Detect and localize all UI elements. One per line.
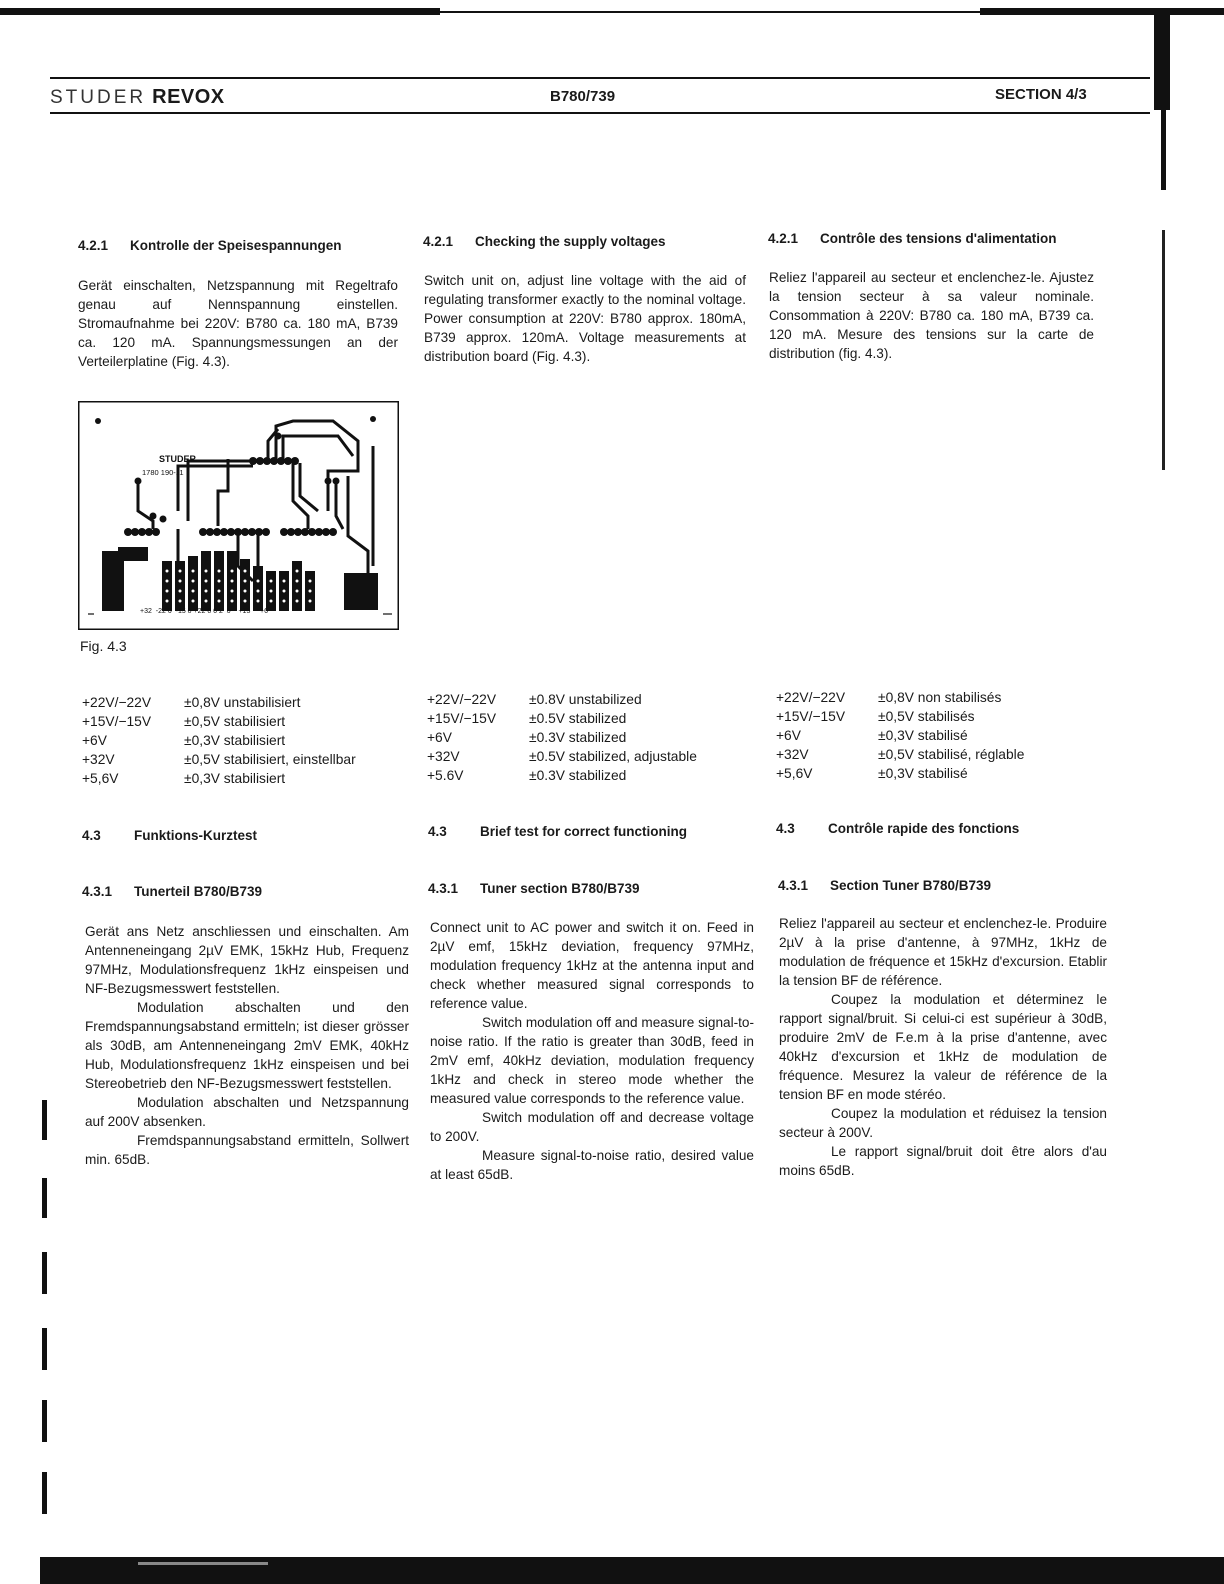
heading-number: 4.2.1 — [78, 238, 109, 253]
mounting-hole — [95, 418, 101, 424]
brand-logo — [50, 86, 225, 109]
heading-title: Funktions-Kurztest — [134, 828, 257, 843]
heading-de-4-3-1 — [82, 883, 262, 901]
heading-number: 4.3.1 — [428, 881, 459, 896]
spec-row — [427, 747, 747, 766]
paragraph: Measure signal-to-noise ratio, desired value at least 65dB. — [430, 1148, 754, 1182]
spec-row — [427, 690, 747, 709]
heading-title: Tunerteil B780/B739 — [134, 884, 263, 899]
section-label: SECTION 4/3 — [995, 86, 1087, 103]
body-de-tuner — [85, 922, 409, 1169]
spec-row — [427, 709, 747, 728]
body-en-tuner — [430, 918, 754, 1184]
brand-revox: REVOX — [152, 86, 225, 108]
spec-tolerance: ±0,5V stabilisiert, einstellbar — [184, 752, 356, 767]
spec-row — [776, 688, 1096, 707]
spec-tolerance: ±0.3V stabilized — [529, 768, 627, 783]
spec-row — [82, 731, 402, 750]
pcb-pad-holes — [166, 570, 312, 603]
figure-caption: Fig. 4.3 — [80, 638, 127, 654]
heading-number: 4.2.1 — [768, 231, 799, 246]
heading-en-4-3-1 — [428, 880, 640, 898]
scan-bottom-border-gap — [138, 1562, 268, 1565]
spec-tolerance: ±0,3V stabilisiert — [184, 771, 286, 786]
paragraph: Switch modulation off and decrease voltage to 200V. — [430, 1110, 754, 1144]
board-brand: STUDER — [159, 454, 197, 464]
spec-voltage: +6V — [82, 733, 107, 748]
spec-list-fr — [776, 688, 1096, 783]
heading-title: Tuner section B780/B739 — [480, 881, 640, 896]
spec-voltage: +32V — [776, 747, 809, 762]
spec-voltage: +22V/−22V — [427, 692, 497, 707]
spec-voltage: +32V — [82, 752, 115, 767]
heading-en-4-2-1 — [423, 233, 666, 251]
heading-number: 4.3.1 — [82, 884, 113, 899]
board-number: 1780 190-11 — [142, 468, 184, 477]
paragraph-de-supply: Gerät einschalten, Netzspannung mit Regeltrafo genau auf Nennspannung einstellen. Stromaufnahme bei 220V: B780 ca. 180 mA, B739 ca. 120 mA. Spannungsmessungen an der Verteilerplatine (Fig. 4.3). — [78, 278, 398, 369]
heading-fr-4-3-1 — [778, 877, 991, 895]
scan-right-edge — [1154, 14, 1170, 110]
binding-mark — [42, 1100, 47, 1140]
mounting-hole — [370, 416, 376, 422]
binding-mark — [42, 1400, 47, 1442]
header-rule-top — [50, 77, 1150, 79]
paragraph: Coupez la modulation et déterminez le rapport signal/bruit. Si celui-ci est supérieur à 30dB, produire 2mV de F.e.m à la prise d'antenne, avec 40kHz d'excursion et 1kHz de modulation de fréquence. Mesurez la valeur de référence de la tension BF en mode stéréo. — [779, 992, 1107, 1102]
heading-de-4-2-1 — [78, 237, 342, 255]
spec-tolerance: ±0,3V stabilisiert — [184, 733, 286, 748]
heading-title: Brief test for correct functioning — [480, 824, 688, 839]
heading-title: Contrôle rapide des fonctions — [828, 821, 1020, 836]
spec-tolerance: ±0,5V stabilisé, réglable — [878, 747, 1025, 762]
scan-top-border-thin — [440, 11, 980, 13]
header-rule-bottom — [50, 112, 1150, 114]
spec-voltage: +5,6V — [82, 771, 119, 786]
heading-number: 4.3 — [428, 824, 447, 839]
heading-de-4-3 — [82, 827, 257, 845]
spec-voltage: +6V — [776, 728, 801, 743]
spec-row — [82, 712, 402, 731]
paragraph: Fremdspannungsabstand ermitteln, Sollwert min. 65dB. — [85, 1133, 409, 1167]
spec-tolerance: ±0,8V non stabilisés — [878, 690, 1002, 705]
heading-fr-4-3 — [776, 820, 1019, 838]
spec-row — [82, 750, 402, 769]
spec-tolerance: ±0,5V stabilisiert — [184, 714, 286, 729]
heading-title: Checking the supply voltages — [475, 234, 666, 249]
spec-voltage: +15V/−15V — [776, 709, 846, 724]
paragraph: Modulation abschalten und Netzspannung auf 200V absenken. — [85, 1095, 409, 1129]
heading-number: 4.3.1 — [778, 878, 809, 893]
brand-studer: STUDER — [50, 87, 147, 108]
spec-voltage: +15V/−15V — [82, 714, 152, 729]
spec-tolerance: ±0,5V stabilisés — [878, 709, 975, 724]
binding-mark — [42, 1178, 47, 1218]
heading-en-4-3 — [428, 823, 687, 841]
heading-number: 4.3 — [776, 821, 795, 836]
spec-voltage: +22V/−22V — [776, 690, 846, 705]
paragraph-fr-supply: Reliez l'appareil au secteur et enclenchez-le. Ajustez la tension secteur à sa valeur nominale. Consommation à 220V: B780 ca. 180 mA, B739 ca. 120 mA. Mesure des tensions sur la carte de distribution (fig. 4.3). — [769, 270, 1094, 361]
spec-voltage: +15V/−15V — [427, 711, 497, 726]
heading-fr-4-2-1 — [768, 230, 1057, 248]
spec-row — [776, 707, 1096, 726]
spec-list-de — [82, 693, 402, 788]
paragraph: Switch modulation off and measure signal-to-noise ratio. If the ratio is greater than 30dB, feed in 2mV emf, 40kHz deviation, modulation frequency 1kHz and check in stereo mode whether the measured value corresponds to the reference value. — [430, 1015, 754, 1106]
binding-mark — [42, 1328, 47, 1370]
heading-title: Section Tuner B780/B739 — [830, 878, 992, 893]
paragraph: Connect unit to AC power and switch it on. Feed in 2µV emf, 15kHz deviation, frequency 97MHz, modulation frequency 1kHz at the antenna input and check whether measured signal corresponds to reference value. — [430, 920, 754, 1011]
spec-voltage: +32V — [427, 749, 460, 764]
heading-title: Kontrolle der Speisespannungen — [130, 238, 342, 253]
spec-row — [776, 745, 1096, 764]
spec-row — [427, 728, 747, 747]
paragraph: Modulation abschalten und den Fremdspannungsabstand ermitteln; ist dieser grösser als 30dB, am Antenneneingang 2mV EMK, 40kHz Hub, Modulationsfrequenz 1kHz einspeisen und bei Stereobetrieb den NF-Bezugsmesswert feststellen. — [85, 1000, 409, 1091]
spec-row — [82, 693, 402, 712]
spec-voltage: +5.6V — [427, 768, 464, 783]
spec-row — [427, 766, 747, 785]
heading-number: 4.3 — [82, 828, 101, 843]
spec-voltage: +6V — [427, 730, 452, 745]
pcb-traces — [138, 421, 373, 581]
spec-row — [82, 769, 402, 788]
model-number: B780/739 — [550, 88, 616, 105]
heading-title: Contrôle des tensions d'alimentation — [820, 231, 1057, 246]
pcb-pads — [102, 433, 378, 612]
spec-tolerance: ±0.3V stabilized — [529, 730, 627, 745]
spec-voltage: +22V/−22V — [82, 695, 152, 710]
scan-right-edge — [1161, 100, 1166, 190]
spec-tolerance: ±0.8V unstabilized — [529, 692, 642, 707]
binding-mark — [42, 1252, 47, 1294]
spec-tolerance: ±0,8V unstabilisiert — [184, 695, 301, 710]
spec-row — [776, 726, 1096, 745]
pin-labels: +32 -22 0 -15 0 +22 0 6 2 0 +15 +6 — [140, 608, 269, 615]
pcb-diagram — [78, 401, 399, 630]
spec-row — [776, 764, 1096, 783]
heading-number: 4.2.1 — [423, 234, 454, 249]
paragraph: Reliez l'appareil au secteur et enclenchez-le. Produire 2µV à la prise d'antenne, à 97MHz, 1kHz de modulation de fréquence et 15kHz d'excursion. Etablir la tension BF de référence. — [779, 916, 1107, 988]
spec-tolerance: ±0,3V stabilisé — [878, 766, 968, 781]
paragraph: Gerät ans Netz anschliessen und einschalten. Am Antenneneingang 2µV EMK, 15kHz Hub, Frequenz 97MHz, Modulationsfrequenz 1kHz einspeisen und NF-Bezugsmesswert feststellen. — [85, 924, 409, 996]
spec-tolerance: ±0,3V stabilisé — [878, 728, 968, 743]
spec-voltage: +5,6V — [776, 766, 813, 781]
binding-mark — [42, 1472, 47, 1514]
spec-tolerance: ±0.5V stabilized, adjustable — [529, 749, 697, 764]
paragraph-en-supply: Switch unit on, adjust line voltage with the aid of regulating transformer exactly to the nominal voltage. Power consumption at 220V: B780 approx. 180mA, B739 approx. 120mA. Voltage measurements at distribution board (Fig. 4.3). — [424, 273, 746, 364]
scan-right-edge — [1162, 230, 1165, 470]
paragraph: Le rapport signal/bruit doit être alors d'au moins 65dB. — [779, 1144, 1107, 1178]
paragraph: Coupez la modulation et réduisez la tension secteur à 200V. — [779, 1106, 1107, 1140]
spec-list-en — [427, 690, 747, 785]
spec-tolerance: ±0.5V stabilized — [529, 711, 627, 726]
body-fr-tuner — [779, 914, 1107, 1180]
